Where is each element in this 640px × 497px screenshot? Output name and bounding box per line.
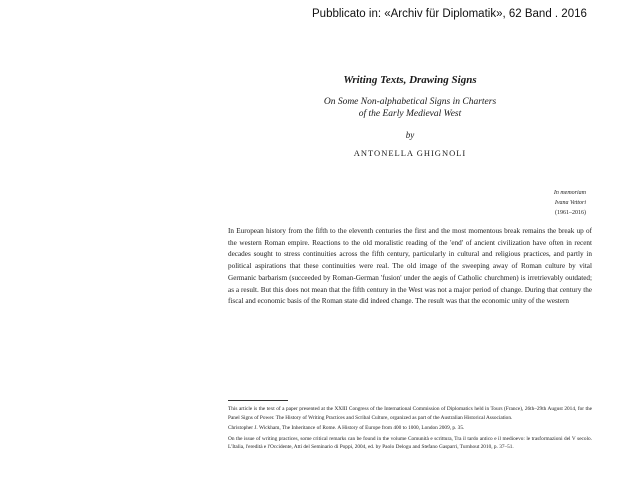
footnote: Christopher J. Wickham, The Inheritance of Rome. A History of Europe from 400 to 1000, London 2009, p. 35. [228, 425, 465, 432]
body-paragraph: In European history from the fifth to the eleventh centuries the first and the most momentous break remains the break up of the western Roman empire. Reactions to the old moralistic reading of the 'end' of ancient civilization have often in recent decades sought to stress continuities across the fifth century, particularly in cultural and religious practices, and partly in political aspirations that these continuities were real. The old image of the sweeping away of Roman culture by vital Germanic barbarism (succeeded by Roman-German 'fusion' under the aegis of Catholic churchmen) is irretrievably outdated; as a result. But this does not mean that the fifth century in the West was not a major period of change. During that century the fiscal and economic basis of the Roman state did indeed change. The result was that the economic unity of the western [228, 227, 592, 306]
footnotes [228, 405, 592, 497]
publication-stamp: Pubblicato in: «Archiv für Diplomatik», 62 Band . 2016 [312, 8, 587, 20]
article-subtitle-line-2: of the Early Medieval West [358, 109, 462, 119]
dedication-line-2: Ivana Vettori [554, 200, 586, 206]
author-name: ANTONELLA GHIGNOLI [353, 148, 467, 158]
footnote: This article is the text of a paper presented at the XXIII Congress of the International Commission of Diplomatics held in Tours (France), 26th–29th August 2014, for the Panel Signs of Power. The History of Writing Practices and Scribal Culture, organized as part of the Australian Historical Association. [228, 406, 592, 421]
dedication-line-3: (1961–2016) [555, 210, 586, 216]
article-page [228, 74, 592, 497]
article-title: Writing Texts, Drawing Signs [343, 74, 477, 86]
article-subtitle-line-1: On Some Non-alphabetical Signs in Charters [323, 97, 497, 107]
footnote: On the issue of writing practices, some critical remarks can be found in the volume Comunità e scrittura, Tra il tardo antico e il medioevo: le trasformazioni del V secolo. L'Italia, l'eredità e l'Occidente, Atti del Seminario di Poppi, 2004, ed. by Paolo Delogu and Stefano Gasparri, Turnhout 2010, p. 37–51. [228, 435, 592, 451]
dedication-line-1: In memoriam [553, 190, 586, 196]
footnote-separator [228, 400, 288, 401]
byline: by [405, 130, 415, 140]
dedication [228, 188, 592, 218]
